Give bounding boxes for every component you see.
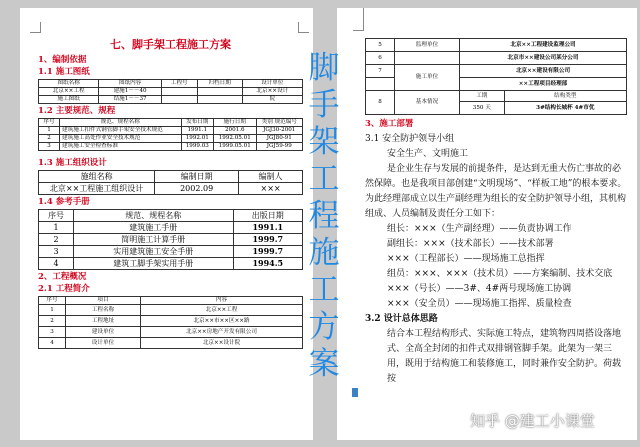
table-row: 6 北京市××建设公司某分公司 — [366, 52, 627, 65]
table-header: 归档日期 — [197, 80, 242, 88]
table-row: 1 建筑施工手册 1991.1 — [39, 222, 303, 234]
table-row: 350 天 3#结构长城杯 4#市优 — [366, 102, 627, 115]
section-title: 七、脚手架工程施工方案 — [110, 38, 231, 51]
text-cursor-icon — [352, 388, 358, 397]
table-header: 项目 — [66, 297, 141, 305]
left-document-page — [20, 8, 313, 440]
heading-basis: 1、编制依据 — [38, 55, 87, 65]
staff-line: ×××（号长）——3#、4#两号现场施工协调 — [387, 284, 572, 294]
table-row: 7 施工单位 北京××建设有限公司 — [366, 65, 627, 78]
paragraph: 是企业生存与发展的前提条件，是达到无重大伤亡事故的必 — [387, 164, 622, 174]
table-header: 序号 — [39, 119, 60, 127]
table-header: 施行日期 — [213, 119, 256, 127]
table-header: 序号 — [39, 210, 74, 222]
staff-line: ×××（安全员）——现场施工指挥、质量检查 — [387, 299, 572, 309]
table-row: 施工图纸 结施1－－37 院 — [39, 96, 303, 104]
watermark: 知乎 @建工小课堂 — [470, 412, 595, 430]
heading-overview: 2、工程概况 — [38, 272, 87, 282]
table-row: 1 建筑施工扣件式钢管脚手架安全技术规范 1991.1 2001.6 JGJ30-2001 — [39, 127, 303, 135]
table-header: 规范、规程名称 — [60, 119, 182, 127]
heading-safety-group: 3.1 安全防护领导小组 — [365, 134, 455, 144]
table-header: 序号 — [39, 297, 66, 305]
paragraph: 结合本工程结构形式、实际施工特点，建筑物四周搭设落地式、全高全封闭的扣件式双排钢管脚手架。此架为一架三用，既用于结构施工和装修施工，同时兼作安全防护。荷载按 — [387, 329, 622, 384]
table-header: 工程号 — [161, 80, 197, 88]
table-row: 4 建筑工脚手架实用手册 1994.5 — [39, 258, 303, 270]
table-header: 规范、规程名称 — [74, 210, 234, 222]
crop-mark — [30, 22, 41, 33]
heading-brief: 2.1 工程简介 — [38, 284, 90, 294]
table-header: 施组名称 — [39, 171, 155, 183]
references-table — [38, 209, 303, 270]
table-row: 北京××工程施工组织设计 2002.09 ××× — [39, 183, 303, 195]
staff-line: ×××（工程部长）——现场施工总指挥 — [387, 254, 545, 264]
table-row: 4 设计单位 北京××设计院 — [39, 338, 303, 349]
heading-references: 1.4 参考手册 — [38, 197, 90, 207]
heading-codes: 1.2 主要规范、规程 — [38, 106, 116, 116]
table-header: 内容 — [141, 297, 303, 305]
table-header: 发布日期 — [181, 119, 213, 127]
heading-deployment: 3、施工部署 — [365, 119, 414, 129]
heading-drawings: 1.1 施工图纸 — [38, 67, 90, 77]
table-row: 2 工程地址 北京××市××区××路 — [39, 316, 303, 327]
table-header: 图纸内容 — [99, 80, 162, 88]
heading-org-design: 1.3 施工组织设计 — [38, 158, 107, 168]
org-design-table — [38, 170, 303, 195]
vertical-title: 脚 手 架 工 程 施 工 方 案 — [308, 50, 340, 382]
staff-line: 副组长：×××（技术部长）——技术部署 — [387, 239, 554, 249]
table-row: 5 监理单位 北京××工程建设监理公司 — [366, 39, 627, 52]
table-header: 编制日期 — [155, 171, 239, 183]
table-header: 图纸名称 — [39, 80, 99, 88]
crop-mark — [298, 22, 309, 33]
paragraph: 安全生产、文明施工 — [387, 149, 469, 159]
table-row: 2 建筑施工高处作业安全技术规范 1992.01 1992.05.01 JGJ80-91 — [39, 135, 303, 143]
staff-line: 组长：×××（生产副经理）——负责协调工作 — [387, 224, 572, 234]
table-header: 设计单位 — [242, 80, 302, 88]
table-row: 北京××工程 建施1－－40 北京××设计 — [39, 88, 303, 96]
table-row: 3 实用建筑施工安全手册 1999.7 — [39, 246, 303, 258]
crop-mark — [353, 8, 364, 31]
drawings-table — [38, 79, 303, 104]
codes-table — [38, 118, 303, 151]
table-row: 8 基本情况 工期 结构类型 — [366, 91, 627, 102]
heading-design-idea: 3.2 设计总体思路 — [365, 314, 438, 324]
table-row: 1 工程名称 北京××工程 — [39, 305, 303, 316]
table-row: 3 建筑施工安全检查标准 1999.03 1999.05.01 JGJ59-99 — [39, 143, 303, 151]
right-document-page — [337, 8, 637, 440]
table-header: 类别 规范编号 — [256, 119, 302, 127]
staff-line: 组员：×××、×××（技术员）——方案编制、技术交底 — [387, 269, 613, 279]
table-header: 出版日期 — [233, 210, 302, 222]
project-brief-table — [38, 296, 303, 349]
units-table — [365, 38, 627, 115]
table-row: ××工程项目经理部 — [366, 78, 627, 91]
table-header: 编制人 — [239, 171, 303, 183]
paragraph: 然保障。也是我项目部创建“文明现场”、“样板工地”的根本要求。为此经理部成立以生产副经理为组长的安全防护领导小组，其机构组成、人员编制及责任分工如下： — [365, 179, 627, 219]
table-row: 3 建设单位 北京××房地产开发有限公司 — [39, 327, 303, 338]
table-row: 2 简明施工计算手册 1999.7 — [39, 234, 303, 246]
